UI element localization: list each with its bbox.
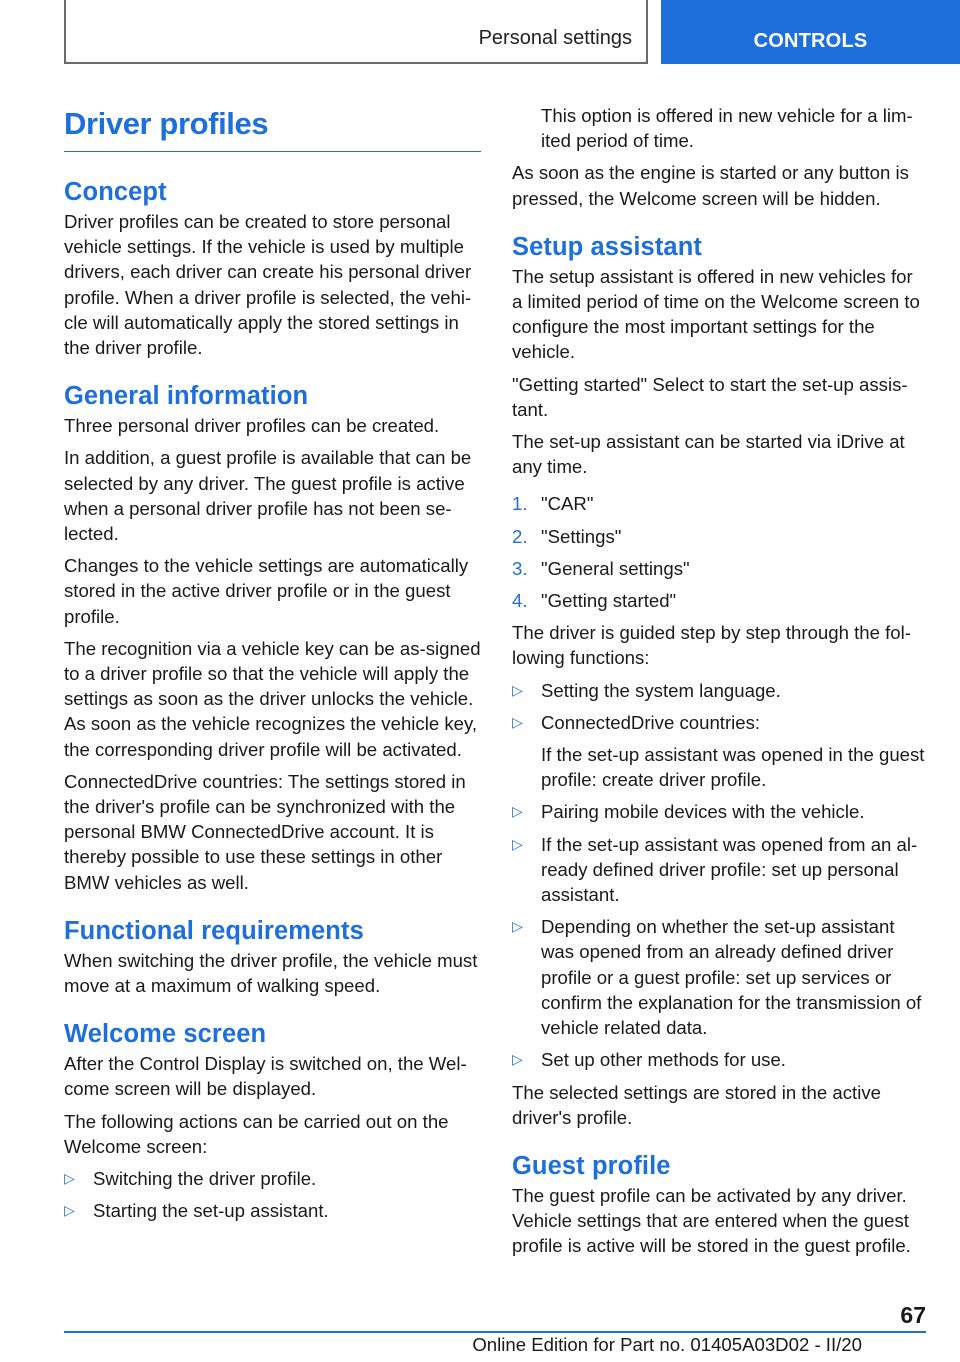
heading-guest-profile: Guest profile xyxy=(512,1151,671,1180)
list-item: ▷ ConnectedDrive countries: If the set-up assistant was opened in the guest profile: create driver profile. xyxy=(512,710,926,793)
welcome-continuation: This option is offered in new vehicle for a lim-ited period of time. xyxy=(541,105,913,152)
list-item: 1. "CAR" xyxy=(512,493,594,515)
left-column xyxy=(64,104,481,1231)
heading-functional-requirements: Functional requirements xyxy=(64,916,364,945)
list-item: ▷ Starting the set-up assistant. xyxy=(64,1198,481,1223)
footer-divider xyxy=(64,1331,926,1333)
triangle-right-outline-icon: ▷ xyxy=(512,713,523,730)
triangle-right-outline-icon: ▷ xyxy=(512,1051,523,1068)
list-item: 2. "Settings" xyxy=(512,525,622,547)
triangle-right-outline-icon: ▷ xyxy=(512,803,523,820)
concept-text: Driver profiles can be created to store personal vehicle settings. If the vehicle is used by multiple drivers, each driver can create his personal driver profile. When a driver profile is selected, the vehi-cle will automatically apply the stored settings in the driver profile. xyxy=(64,211,472,359)
triangle-right-outline-icon: ▷ xyxy=(64,1170,75,1187)
header-section-box xyxy=(64,0,648,64)
general-p2: In addition, a guest profile is available that can be selected by any driver. The guest profile is active when a personal driver profile has not been se-lected. xyxy=(64,447,472,545)
header-chapter-tab xyxy=(661,0,960,64)
list-item: 3. "General settings" xyxy=(512,557,690,579)
heading-setup-assistant: Setup assistant xyxy=(512,232,702,261)
triangle-right-outline-icon: ▷ xyxy=(512,835,523,852)
general-p4: The recognition via a vehicle key can be as-signed to a driver profile so that the vehicle will apply the settings as soon as the driver unlocks the vehicle. As soon as the vehicle recognizes the vehicle key, the corresponding driver profile will be activated. xyxy=(64,637,481,760)
welcome-p2: The following actions can be carried out on the Welcome screen: xyxy=(64,1110,449,1157)
welcome-p1: After the Control Display is switched on, the Wel-come screen will be displayed. xyxy=(64,1053,467,1100)
heading-concept: Concept xyxy=(64,178,167,206)
edition-note: Online Edition for Part no. 01405A03D02 - II/20 xyxy=(472,1334,862,1355)
setup-p4: The driver is guided step by step through the fol-lowing functions: xyxy=(512,622,911,669)
list-item: ▷ Depending on whether the set-up assistant was opened from an already defined driver profile or a guest profile: set up services or confirm the explanation for the transmission of vehicle related data. xyxy=(512,916,922,1039)
triangle-right-outline-icon: ▷ xyxy=(512,681,523,698)
setup-p3: The set-up assistant can be started via iDrive at any time. xyxy=(512,431,905,478)
triangle-right-outline-icon: ▷ xyxy=(64,1202,75,1219)
setup-p1: The setup assistant is offered in new vehicles for a limited period of time on the Welcome screen to configure the most important settings for the vehicle. xyxy=(512,265,920,363)
heading-general-information: General information xyxy=(64,382,309,411)
list-item: ▷ Setting the system language. xyxy=(512,678,926,703)
functional-text: When switching the driver profile, the vehicle must move at a maximum of walking speed. xyxy=(64,949,478,997)
list-item: ▷ Pairing mobile devices with the vehicle. xyxy=(512,799,926,824)
heading-welcome-screen: Welcome screen xyxy=(64,1020,267,1049)
welcome-bullet-list xyxy=(64,1166,481,1223)
page-number: 67 xyxy=(900,1302,926,1328)
right-column xyxy=(512,103,926,1266)
general-p5: ConnectedDrive countries: The settings stored in the driver's profile can be synchronized with the personal BMW ConnectedDrive account. It is thereby possible to use these settings in other BMW vehicles as well. xyxy=(64,770,466,893)
list-item: ▷ Switching the driver profile. xyxy=(64,1166,481,1191)
triangle-right-outline-icon: ▷ xyxy=(512,918,523,935)
welcome-hide-text: As soon as the engine is started or any button is pressed, the Welcome screen will be hidden. xyxy=(512,162,909,209)
list-item: ▷ If the set-up assistant was opened from an al-ready defined driver profile: set up personal assistant. xyxy=(512,833,918,906)
page-title: Driver profiles xyxy=(64,104,481,152)
setup-p2: "Getting started" Select to start the set-up assis-tant. xyxy=(512,373,908,420)
list-item: ▷ Set up other methods for use. xyxy=(512,1047,926,1072)
setup-p5: The selected settings are stored in the active driver's profile. xyxy=(512,1081,881,1128)
header-chapter-label: CONTROLS xyxy=(753,30,868,52)
setup-bullet-list xyxy=(512,678,926,1073)
bullet-subtext: If the set-up assistant was opened in the guest profile: create driver profile. xyxy=(541,744,925,791)
guest-text: The guest profile can be activated by any driver. Vehicle settings that are entered when the guest profile is active will be stored in the guest profile. xyxy=(512,1184,911,1257)
header-section-title: Personal settings xyxy=(478,27,632,49)
setup-steps-list xyxy=(512,491,926,613)
general-p1: Three personal driver profiles can be created. xyxy=(64,415,440,437)
list-item: 4. "Getting started" xyxy=(512,590,677,612)
general-p3: Changes to the vehicle settings are automatically stored in the active driver profile or in the guest profile. xyxy=(64,555,469,627)
